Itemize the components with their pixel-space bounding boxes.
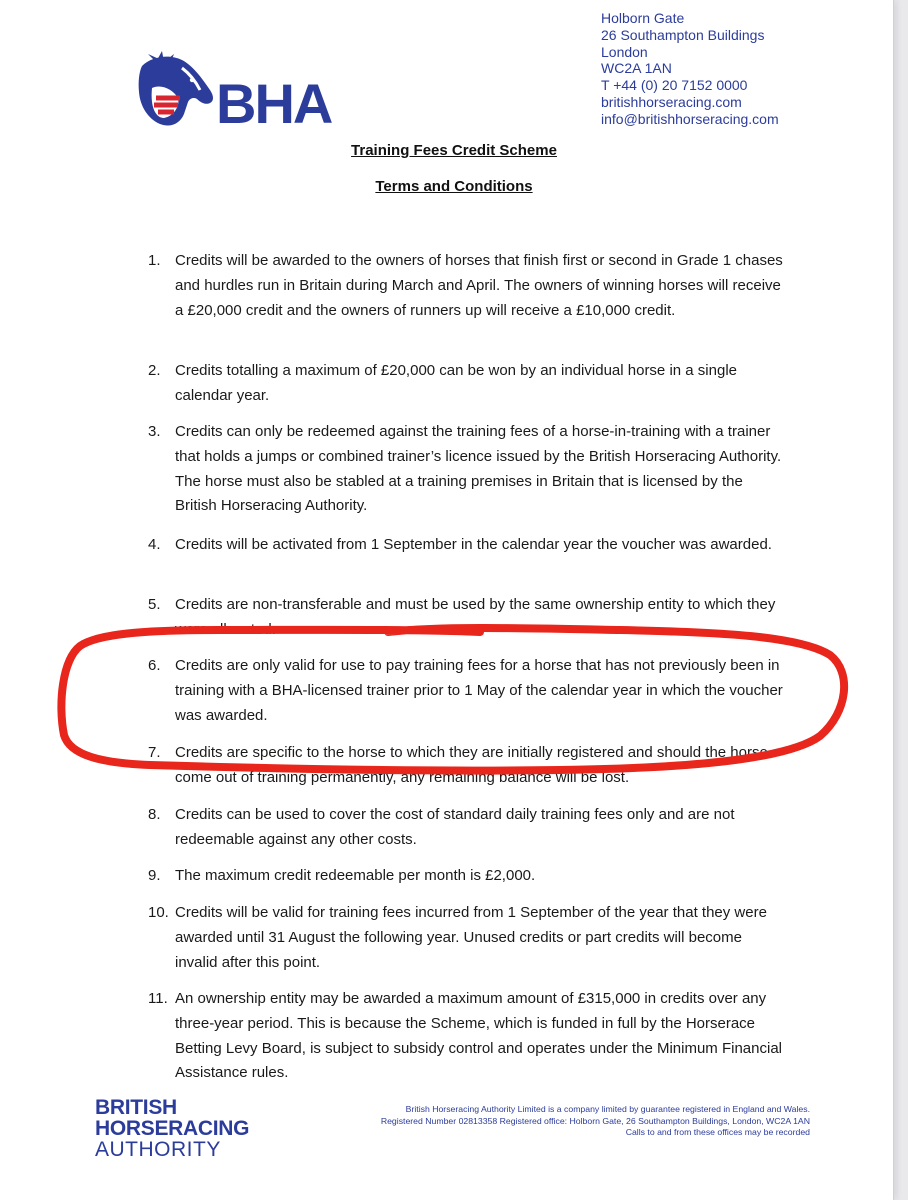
term-number: 6.: [148, 657, 161, 674]
term-text: The maximum credit redeemable per month is £2,000.: [175, 867, 536, 884]
email-link[interactable]: info@britishhorseracing.com: [601, 110, 779, 127]
legal-line: British Horseracing Authority Limited is a company limited by guarantee registered in England and Wales.: [405, 1104, 810, 1114]
footer-logo-line: HORSERACING: [95, 1117, 250, 1140]
term-number: 9.: [148, 867, 161, 884]
term-item: [148, 741, 788, 791]
address-line: WC2A 1AN: [601, 60, 672, 77]
footer-logo-line: AUTHORITY: [95, 1138, 221, 1161]
term-item: [148, 987, 788, 1086]
term-number: 3.: [148, 423, 161, 440]
term-number: 10.: [148, 904, 169, 921]
address-line: Holborn Gate: [601, 10, 685, 26]
term-text: Credits are specific to the horse to which they are initially registered and should the horse come out of training permanently, any remaining balance will be lost.: [175, 744, 768, 786]
address-block: [601, 10, 779, 128]
term-number: 5.: [148, 596, 161, 613]
footer-logo: [95, 1097, 249, 1160]
term-item: [148, 359, 788, 409]
footer-legal: [381, 1104, 810, 1139]
term-item: [148, 420, 788, 519]
legal-line: Calls to and from these offices may be recorded: [625, 1127, 810, 1137]
legal-line: Registered Number 02813358 Registered office: Holborn Gate, 26 Southampton Buildings, London, WC2A 1AN: [380, 1115, 810, 1126]
term-text: Credits will be activated from 1 September in the calendar year the voucher was awarded.: [175, 536, 772, 553]
term-item: [148, 533, 788, 558]
document-title: Training Fees Credit Scheme: [351, 142, 557, 159]
term-text: Credits will be valid for training fees incurred from 1 September of the year that they were awarded until 31 August the following year. Unused credits or part credits will become invalid after this point.: [175, 904, 767, 971]
phone-number: T +44 (0) 20 7152 0000: [601, 77, 748, 94]
term-number: 11.: [148, 990, 168, 1007]
term-text: An ownership entity may be awarded a maximum amount of £315,000 in credits over any three-year period. This is because the Scheme, which is funded in full by the Horserace Betting Levy Board, is subject to subsidy control and operates under the Minimum Financial Assistance rules.: [175, 990, 782, 1082]
term-text: Credits can be used to cover the cost of standard daily training fees only and are not redeemable against any other costs.: [175, 806, 735, 848]
term-number: 8.: [148, 806, 161, 823]
term-number: 7.: [148, 744, 161, 761]
term-text: Credits will be awarded to the owners of horses that finish first or second in Grade 1 chases and hurdles run in Britain during March and April. The owners of winning horses will receive a £20,000 credit and the owners of runners up will receive a £10,000 credit.: [175, 252, 783, 319]
term-item: [148, 803, 788, 853]
footer-logo-line: BRITISH: [95, 1096, 177, 1119]
address-line: London: [601, 43, 648, 60]
address-line: 26 Southampton Buildings: [601, 26, 765, 43]
bha-horse-logo: [130, 48, 345, 138]
term-item: [148, 249, 788, 323]
term-item: [148, 901, 788, 975]
term-text: Credits can only be redeemed against the training fees of a horse-in-training with a trainer that holds a jumps or combined trainer’s licence issued by the British Horseracing Authority. The horse must also be stabled at a training premises in Britain that is licensed by the British Horseracing Authority.: [175, 423, 782, 515]
term-item-highlighted: [148, 654, 788, 728]
document-subtitle: Terms and Conditions: [375, 178, 533, 195]
term-number: 2.: [148, 362, 161, 379]
term-text: Credits are non-transferable and must be used by the same ownership entity to which they were allocated.: [175, 596, 776, 638]
logo-text: BHA: [216, 72, 332, 135]
term-item: [148, 593, 788, 643]
term-text: Credits totalling a maximum of £20,000 can be won by an individual horse in a single calendar year.: [175, 362, 737, 404]
term-item: [148, 864, 788, 889]
term-number: 1.: [148, 252, 161, 269]
term-number: 4.: [148, 536, 161, 553]
website-link[interactable]: britishhorseracing.com: [601, 93, 742, 110]
horse-head-icon: [139, 51, 213, 126]
term-text: Credits are only valid for use to pay training fees for a horse that has not previously been in training with a BHA-licensed trainer prior to 1 May of the calendar year in which the voucher was awarded.: [175, 657, 783, 724]
